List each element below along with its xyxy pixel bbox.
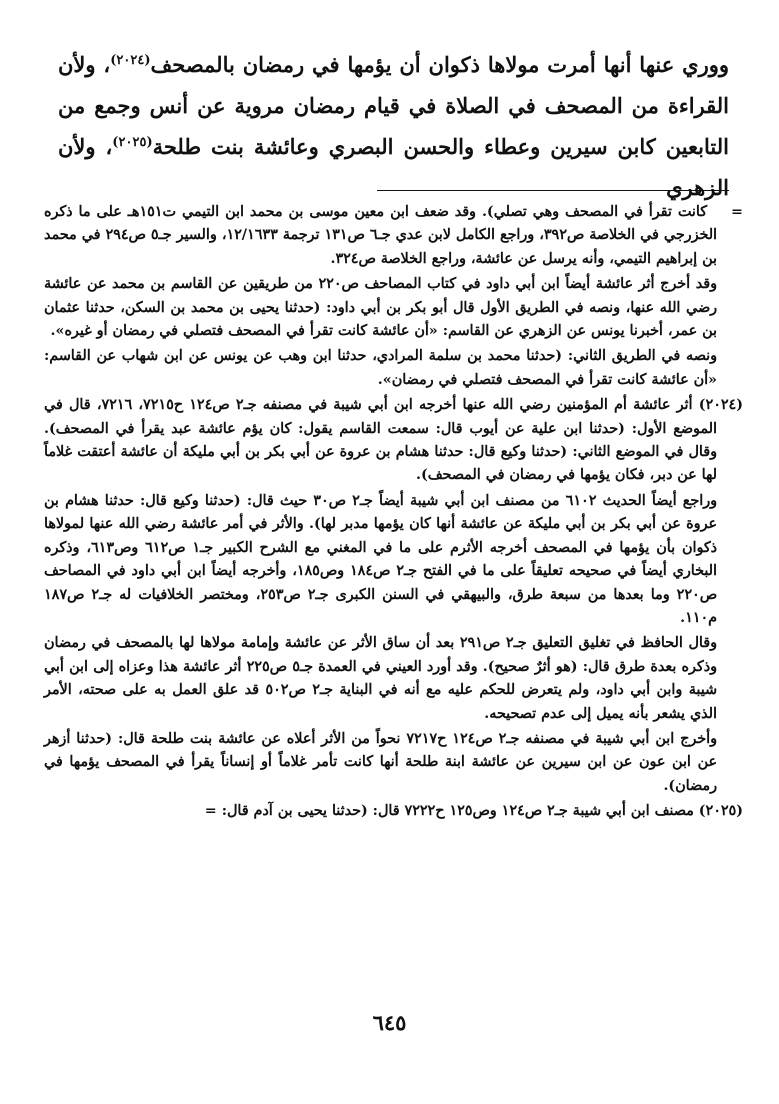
main-text-segment-1: ووري عنها أنها أمرت مولاها ذكوان أن يؤمها في رمضان بالمصحف — [150, 52, 729, 77]
footnote-text: كانت تقرأ في المصحف وهي تصلي). وقد ضعف ابن معين موسى بن محمد ابن التيمي ت١٥١هـ على ما ذكره الخزرجي في الخلاصة ص٣٩٢، وراجع الكامل لابن عدي جـ٦ ص١٣١ ترجمة ١٢/١٦٣٣، والسير جـ٥ ص٢٩٤ في محمد بن إبراهيم التيمي، وأنه يرسل عن عائشة، وراجع الخلاصة ص٣٢٤. — [44, 204, 718, 267]
footnote-separator — [377, 190, 729, 191]
footnote-paragraph: ونصه في الطريق الثاني: (حدثنا محمد بن سلمة المرادي، حدثنا ابن وهب عن يونس عن ابن شهاب عن القاسم: «أن عائشة كانت تقرأ في المصحف فتصلي في رمضان». — [44, 348, 717, 388]
footnote-label: (٢٠٢٥) — [698, 803, 743, 820]
footnote-text: مصنف ابن أبي شيبة جـ٢ ص١٢٤ وص١٢٥ ح٧٢٢٢ قال: (حدثنا يحيى بن آدم قال: = — [204, 803, 694, 820]
footnote-2025 — [44, 800, 743, 823]
footnote-label: = — [731, 204, 744, 220]
footnote-continuation — [44, 201, 743, 271]
footnote-ref-2024: (٢٠٢٤) — [110, 53, 151, 68]
footnote-text: أثر عائشة أم المؤمنين رضي الله عنها أخرجه ابن أبي شيبة في مصنفه جـ٢ ص١٢٤ ح٧٢١٥، ٧٢١٦، قال في الموضع الأول: (حدثنا ابن علية عن أيوب قال: سمعت القاسم يقول: كان يؤم عائشة عبد يقرأ في المصحف). وقال في الموضع الثاني: (حدثنا وكيع قال: حدثنا هشام بن عروة عن أبي بكر بن أبي مليكة أن عائشة أعتقت غلاماً لها عن دبر، فكان يؤمها في رمضان في المصحف). — [44, 397, 717, 484]
footnote-paragraph: وقد أخرج أثر عائشة أيضاً ابن أبي داود في كتاب المصاحف ص٢٢٠ من طريقين عن القاسم بن محمد عن عائشة رضي الله عنها، ونصه في الطريق الأول قال أبو بكر بن أبي داود: (حدثنا يحيى بن محمد بن السكن، حدثنا عثمان بن عمر، أخبرنا يونس عن الزهري عن القاسم: «أن عائشة كانت تقرأ في المصحف فتصلي في رمضان أو غيره». — [44, 276, 717, 340]
footnote-ref-2025: (٢٠٢٥) — [112, 135, 153, 150]
footnote-2024 — [44, 394, 743, 488]
footnotes — [44, 201, 743, 826]
footnote-paragraph: وراجع أيضاً الحديث ٦١٠٢ من مصنف ابن أبي شيبة أيضاً جـ٢ ص٣٠ حيث قال: (حدثنا وكيع قال: حدثنا هشام بن عروة عن أبي بكر بن أبي مليكة عن عائشة أنها كان يؤمها مدبر لها). والأثر في أمر عائشة رضي الله عنها لمولاها ذكوان بأن يؤمها في المصحف أخرجه الأثرم على ما في المغني مع الشرح الكبير جـ١ ص٦١٢ وص٦١٣، وذكره البخاري أيضاً في صحيحه تعليقاً على ما في الفتح جـ٢ ص١٨٤ وص١٨٥، وأخرجه أيضاً ابن أبي داود في المصاحف ص٢٢٠ وما بعدها من سبعة طرق، والبيهقي في السنن الكبرى جـ٢ ص٢٥٣، ومختصر الخلافيات له جـ٢ ص١٨٧ م١١٠. — [44, 492, 718, 626]
footnote-label: (٢٠٢٤) — [698, 397, 743, 414]
page-number: ٦٤٥ — [372, 1010, 407, 1035]
main-text-segment-2: ، ولأن القراءة من المصحف في الصلاة في قيام رمضان مروية عن أنس وجمع من التابعين كابن سيرين وعطاء والحسن البصري وعائشة بنت طلحة — [58, 52, 729, 159]
main-text — [58, 44, 729, 208]
main-text-segment-3: ، ولأن الزهري — [58, 134, 729, 200]
footnote-paragraph: وأخرج ابن أبي شيبة في مصنفه جـ٢ ص١٢٤ ح٧٢١٧ نحواً من الأثر أعلاه عن عائشة بنت طلحة قال: (حدثنا أزهر عن ابن عون عن ابن سيرين عن عائشة ابنة طلحة أنها كانت تأمر غلاماً أو إنساناً يقرأ في المصحف يؤمها في رمضان). — [44, 730, 718, 794]
footnote-paragraph: وقال الحافظ في تغليق التعليق جـ٢ ص٢٩١ بعد أن ساق الأثر عن عائشة وإمامة مولاها لها بالمصحف في رمضان وذكره بعدة طرق قال: (هو أثرٌ صحيح). وقد أورد العيني في العمدة جـ٥ ص٢٢٥ أثر عائشة هذا وعزاه إلى ابن أبي شيبة وابن أبي داود، ولم يتعرض للحكم عليه مع أنه في البناية جـ٢ ص٥٠٢ قد علق العمل به على صحته، الأمر الذي يشعر بأنه يميل إلى عدم تصحيحه. — [44, 635, 718, 722]
